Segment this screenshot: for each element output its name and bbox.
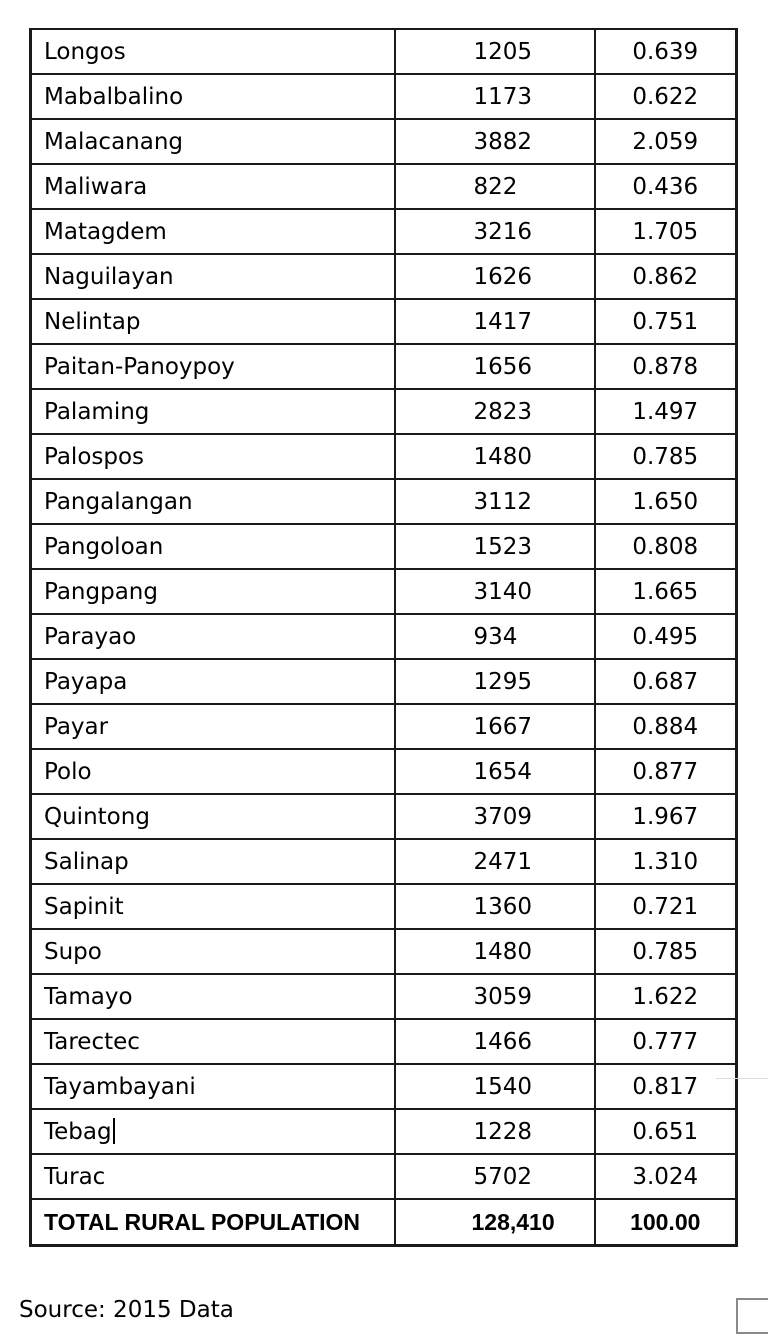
barangay-name: Naguilayan: [44, 263, 174, 290]
population-cell[interactable]: 5702: [395, 1154, 595, 1199]
table-row: [31, 119, 737, 164]
barangay-name: Tamayo: [44, 983, 133, 1010]
faint-line-mark: [716, 1078, 768, 1079]
percent-cell[interactable]: 0.436: [595, 164, 737, 209]
barangay-name: Maliwara: [44, 173, 148, 200]
barangay-name-cell[interactable]: [31, 254, 395, 299]
barangay-name-cell[interactable]: [31, 164, 395, 209]
barangay-name: Quintong: [44, 803, 150, 830]
population-cell[interactable]: 3112: [395, 479, 595, 524]
percent-cell[interactable]: 0.687: [595, 659, 737, 704]
population-cell[interactable]: 3709: [395, 794, 595, 839]
population-cell[interactable]: 1417: [395, 299, 595, 344]
population-cell[interactable]: 1656: [395, 344, 595, 389]
barangay-name: Nelintap: [44, 308, 141, 335]
barangay-name-cell[interactable]: [31, 119, 395, 164]
table-row: [31, 929, 737, 974]
population-cell[interactable]: 1480: [395, 929, 595, 974]
barangay-name-cell[interactable]: [31, 524, 395, 569]
barangay-name: Pangalangan: [44, 488, 193, 515]
percent-cell[interactable]: 0.878: [595, 344, 737, 389]
table-row: [31, 794, 737, 839]
percent-cell[interactable]: 1.650: [595, 479, 737, 524]
population-cell[interactable]: 2823: [395, 389, 595, 434]
population-cell[interactable]: 2471: [395, 839, 595, 884]
barangay-name: Parayao: [44, 623, 137, 650]
table-row: [31, 29, 737, 74]
barangay-name: Palospos: [44, 443, 145, 470]
population-cell[interactable]: 1228: [395, 1109, 595, 1154]
population-cell[interactable]: 1295: [395, 659, 595, 704]
table-row: [31, 164, 737, 209]
barangay-name-cell[interactable]: [31, 209, 395, 254]
barangay-name: Payapa: [44, 668, 128, 695]
percent-cell[interactable]: 0.817: [595, 1064, 737, 1109]
percent-cell[interactable]: 0.877: [595, 749, 737, 794]
percent-cell[interactable]: 0.777: [595, 1019, 737, 1064]
barangay-name-cell[interactable]: [31, 74, 395, 119]
percent-cell[interactable]: 2.059: [595, 119, 737, 164]
percent-cell[interactable]: 1.967: [595, 794, 737, 839]
barangay-name-cell[interactable]: [31, 434, 395, 479]
population-cell[interactable]: 1480: [395, 434, 595, 479]
barangay-name-cell[interactable]: [31, 569, 395, 614]
percent-cell[interactable]: 0.862: [595, 254, 737, 299]
barangay-name: Malacanang: [44, 128, 184, 155]
table-row: [31, 524, 737, 569]
population-cell[interactable]: 822: [395, 164, 595, 209]
percent-cell[interactable]: 0.785: [595, 434, 737, 479]
percent-cell[interactable]: 3.024: [595, 1154, 737, 1199]
table-row: [31, 479, 737, 524]
barangay-name-cell[interactable]: [31, 1019, 395, 1064]
barangay-name: Mabalbalino: [44, 83, 184, 110]
table-row: [31, 344, 737, 389]
population-cell[interactable]: 1360: [395, 884, 595, 929]
barangay-name-cell[interactable]: [31, 659, 395, 704]
percent-cell[interactable]: 0.639: [595, 29, 737, 74]
barangay-name-cell[interactable]: [31, 1154, 395, 1199]
table-row: [31, 209, 737, 254]
barangay-name-cell[interactable]: [31, 29, 395, 74]
barangay-name: Longos: [44, 38, 126, 65]
barangay-name-cell[interactable]: [31, 299, 395, 344]
table-row: [31, 839, 737, 884]
barangay-name-cell[interactable]: [31, 704, 395, 749]
population-cell[interactable]: 1205: [395, 29, 595, 74]
percent-cell[interactable]: 0.751: [595, 299, 737, 344]
barangay-name-cell[interactable]: [31, 929, 395, 974]
table-row: [31, 704, 737, 749]
percent-cell[interactable]: 0.785: [595, 929, 737, 974]
percent-cell[interactable]: 1.622: [595, 974, 737, 1019]
barangay-name: Paitan-Panoypoy: [44, 353, 235, 380]
table-row: [31, 254, 737, 299]
barangay-name: Matagdem: [44, 218, 167, 245]
percent-cell[interactable]: 1.705: [595, 209, 737, 254]
barangay-name: Tayambayani: [44, 1073, 196, 1100]
table-row: [31, 749, 737, 794]
table-row: [31, 434, 737, 479]
barangay-name-cell[interactable]: [31, 389, 395, 434]
partial-box-right-edge: [736, 1298, 768, 1334]
barangay-name: Tebag: [44, 1119, 112, 1145]
table-body: [31, 29, 737, 1246]
percent-cell[interactable]: 0.884: [595, 704, 737, 749]
population-cell[interactable]: 3882: [395, 119, 595, 164]
barangay-name: Tarectec: [44, 1028, 140, 1055]
population-cell[interactable]: 1466: [395, 1019, 595, 1064]
barangay-name: Polo: [44, 758, 92, 785]
population-cell[interactable]: 1667: [395, 704, 595, 749]
barangay-name-cell[interactable]: [31, 614, 395, 659]
barangay-name: Pangoloan: [44, 533, 164, 560]
table-row: [31, 1109, 737, 1154]
table-row: [31, 659, 737, 704]
percent-cell[interactable]: 1.497: [595, 389, 737, 434]
barangay-name: Supo: [44, 938, 102, 965]
percent-cell[interactable]: 1.665: [595, 569, 737, 614]
barangay-name: Sapinit: [44, 893, 124, 920]
barangay-name-cell[interactable]: [31, 794, 395, 839]
barangay-name-cell[interactable]: [31, 344, 395, 389]
barangay-name: Payar: [44, 713, 109, 740]
percent-cell[interactable]: 1.310: [595, 839, 737, 884]
total-label-cell[interactable]: TOTAL RURAL POPULATION: [31, 1199, 395, 1246]
percent-cell[interactable]: 0.495: [595, 614, 737, 659]
table-row: [31, 1064, 737, 1109]
population-cell[interactable]: 3059: [395, 974, 595, 1019]
population-table-container: [29, 28, 735, 1247]
population-cell[interactable]: 934: [395, 614, 595, 659]
table-row: [31, 614, 737, 659]
percent-cell[interactable]: 0.721: [595, 884, 737, 929]
barangay-name-cell[interactable]: [31, 1109, 395, 1154]
barangay-name-cell[interactable]: [31, 479, 395, 524]
barangay-name: Pangpang: [44, 578, 158, 605]
total-row: [31, 1199, 737, 1246]
barangay-name-cell[interactable]: [31, 839, 395, 884]
barangay-name-cell[interactable]: [31, 749, 395, 794]
barangay-name: Palaming: [44, 398, 150, 425]
source-note: Source: 2015 Data: [19, 1297, 234, 1323]
total-percent-cell[interactable]: 100.00: [595, 1199, 737, 1246]
barangay-name-cell[interactable]: [31, 884, 395, 929]
barangay-name: Turac: [44, 1163, 106, 1190]
population-cell[interactable]: 1654: [395, 749, 595, 794]
population-cell[interactable]: 1173: [395, 74, 595, 119]
table-row: [31, 569, 737, 614]
population-cell[interactable]: 3216: [395, 209, 595, 254]
population-cell[interactable]: 3140: [395, 569, 595, 614]
table-row: [31, 974, 737, 1019]
percent-cell[interactable]: 0.808: [595, 524, 737, 569]
population-cell[interactable]: 1540: [395, 1064, 595, 1109]
population-cell[interactable]: 1523: [395, 524, 595, 569]
barangay-name-cell[interactable]: [31, 1064, 395, 1109]
total-population-cell[interactable]: 128,410: [395, 1199, 595, 1246]
percent-cell[interactable]: 0.622: [595, 74, 737, 119]
barangay-name: Salinap: [44, 848, 129, 875]
percent-cell[interactable]: 0.651: [595, 1109, 737, 1154]
table-row: [31, 884, 737, 929]
table-row: [31, 1019, 737, 1064]
table-row: [31, 299, 737, 344]
population-cell[interactable]: 1626: [395, 254, 595, 299]
barangay-name-cell[interactable]: [31, 974, 395, 1019]
text-cursor: [113, 1118, 115, 1144]
rural-population-table: [29, 28, 738, 1247]
table-row: [31, 74, 737, 119]
table-row: [31, 1154, 737, 1199]
table-row: [31, 389, 737, 434]
